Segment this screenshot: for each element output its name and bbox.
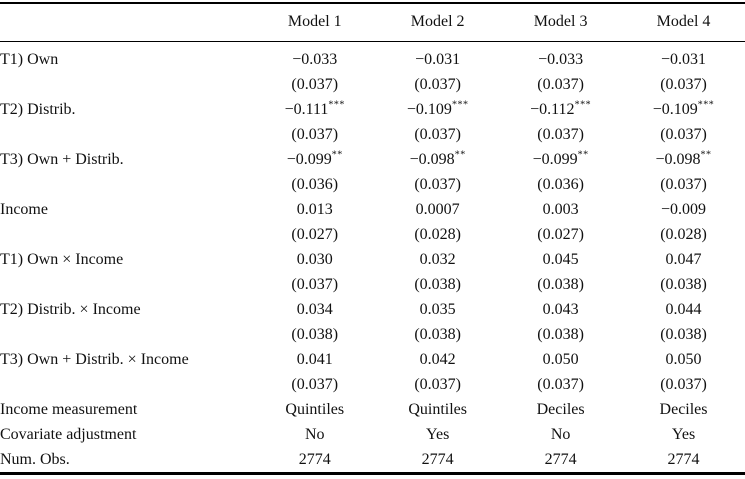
- row-label: Income: [0, 200, 48, 218]
- cell-value: Quintiles: [408, 400, 468, 418]
- cell-value: (0.038): [537, 325, 584, 343]
- cell-value: 2774: [667, 450, 700, 468]
- cell-value: (0.037): [414, 175, 461, 193]
- cell-value: −0.111***: [284, 99, 345, 118]
- cell-value: −0.098**: [409, 149, 466, 168]
- cell-value: 0.0007: [415, 200, 460, 218]
- cell-value: (0.037): [291, 125, 339, 143]
- cell-value: No: [304, 425, 325, 443]
- regression-table: [0, 2, 745, 475]
- cell-value: −0.033: [292, 50, 338, 68]
- cell-value: (0.037): [414, 125, 461, 143]
- cell-value: −0.109***: [652, 99, 715, 118]
- table-row: [0, 147, 745, 172]
- cell-value: −0.098**: [655, 149, 712, 168]
- table-row: [0, 297, 745, 322]
- row-label: [0, 222, 253, 247]
- table-row: [0, 447, 745, 474]
- row-label: T3) Own + Distrib. × Income: [0, 350, 189, 368]
- cell-value: (0.038): [291, 325, 339, 343]
- cell-value: −0.112***: [530, 99, 592, 118]
- row-label: Num. Obs.: [0, 450, 70, 468]
- cell-value: 0.041: [296, 350, 333, 368]
- cell-value: (0.037): [660, 75, 707, 93]
- row-label: T3) Own + Distrib.: [0, 150, 124, 168]
- significance-stars: ***: [328, 99, 345, 111]
- table-row: [0, 372, 745, 397]
- cell-value: 0.013: [296, 200, 333, 218]
- table-row: [0, 397, 745, 422]
- row-label: T2) Distrib. × Income: [0, 300, 141, 318]
- cell-value: (0.028): [414, 225, 461, 243]
- cell-value: (0.038): [660, 325, 707, 343]
- cell-value: (0.037): [414, 75, 461, 93]
- header-model-4: Model 4: [622, 3, 745, 42]
- cell-value: Quintiles: [285, 400, 345, 418]
- cell-value: −0.033: [538, 50, 584, 68]
- table-row: [0, 347, 745, 372]
- row-label: T2) Distrib.: [0, 100, 76, 118]
- row-label: [0, 172, 253, 197]
- cell-value: −0.031: [415, 50, 461, 68]
- cell-value: (0.037): [660, 175, 707, 193]
- row-label: [0, 322, 253, 347]
- table-row: [0, 122, 745, 147]
- cell-value: (0.037): [291, 375, 339, 393]
- cell-value: 0.035: [419, 300, 456, 318]
- cell-value: 0.045: [542, 250, 579, 268]
- header-model-2: Model 2: [376, 3, 499, 42]
- cell-value: 0.050: [542, 350, 579, 368]
- cell-value: 0.030: [296, 250, 333, 268]
- table-row: [0, 247, 745, 272]
- cell-value: (0.037): [537, 75, 584, 93]
- table-body: [0, 42, 745, 474]
- header-model-1: Model 1: [253, 3, 376, 42]
- header-row: [0, 3, 745, 42]
- cell-value: 0.042: [419, 350, 456, 368]
- cell-value: No: [550, 425, 571, 443]
- significance-stars: **: [331, 149, 343, 161]
- cell-value: (0.036): [291, 175, 339, 193]
- cell-value: (0.036): [537, 175, 584, 193]
- cell-value: 0.044: [665, 300, 702, 318]
- cell-value: Deciles: [659, 400, 708, 418]
- cell-value: 0.032: [419, 250, 456, 268]
- row-label: [0, 122, 253, 147]
- row-label: [0, 272, 253, 297]
- table-row: [0, 422, 745, 447]
- cell-value: (0.027): [291, 225, 339, 243]
- cell-value: −0.031: [661, 50, 707, 68]
- cell-value: (0.037): [291, 275, 339, 293]
- cell-value: Yes: [426, 425, 450, 443]
- cell-value: (0.037): [537, 375, 584, 393]
- cell-value: (0.038): [414, 275, 461, 293]
- header-model-3: Model 3: [499, 3, 622, 42]
- cell-value: (0.027): [537, 225, 584, 243]
- cell-value: Deciles: [536, 400, 585, 418]
- cell-value: (0.037): [660, 125, 707, 143]
- cell-value: (0.038): [537, 275, 584, 293]
- significance-stars: ***: [574, 99, 592, 111]
- row-label: [0, 372, 253, 397]
- cell-value: (0.028): [660, 225, 707, 243]
- table-row: [0, 197, 745, 222]
- significance-stars: **: [454, 149, 466, 161]
- cell-value: (0.037): [291, 75, 339, 93]
- cell-value: −0.109***: [406, 99, 469, 118]
- table-row: [0, 272, 745, 297]
- cell-value: (0.037): [414, 375, 461, 393]
- cell-value: 0.050: [665, 350, 702, 368]
- cell-value: (0.037): [660, 375, 707, 393]
- cell-value: 2774: [298, 450, 331, 468]
- row-label: [0, 72, 253, 97]
- header-empty-cell: [0, 3, 253, 42]
- cell-value: −0.099**: [286, 149, 343, 168]
- row-label: T1) Own: [0, 50, 59, 68]
- cell-value: 0.003: [542, 200, 579, 218]
- significance-stars: **: [700, 149, 712, 161]
- cell-value: −0.099**: [532, 149, 589, 168]
- table-row: [0, 42, 745, 73]
- table-row: [0, 172, 745, 197]
- table-row: [0, 97, 745, 122]
- row-label: Income measurement: [0, 400, 138, 418]
- cell-value: (0.038): [660, 275, 707, 293]
- cell-value: 0.043: [542, 300, 579, 318]
- cell-value: 2774: [544, 450, 577, 468]
- row-label: T1) Own × Income: [0, 250, 124, 268]
- cell-value: 0.034: [296, 300, 333, 318]
- table-row: [0, 222, 745, 247]
- table-row: [0, 322, 745, 347]
- cell-value: (0.037): [537, 125, 584, 143]
- significance-stars: ***: [451, 99, 469, 111]
- cell-value: (0.038): [414, 325, 461, 343]
- table-header: [0, 3, 745, 42]
- cell-value: −0.009: [661, 200, 707, 218]
- row-label: Covariate adjustment: [0, 425, 137, 443]
- cell-value: 2774: [421, 450, 454, 468]
- cell-value: 0.047: [665, 250, 702, 268]
- significance-stars: **: [577, 149, 589, 161]
- significance-stars: ***: [697, 99, 715, 111]
- table-row: [0, 72, 745, 97]
- cell-value: Yes: [671, 425, 696, 443]
